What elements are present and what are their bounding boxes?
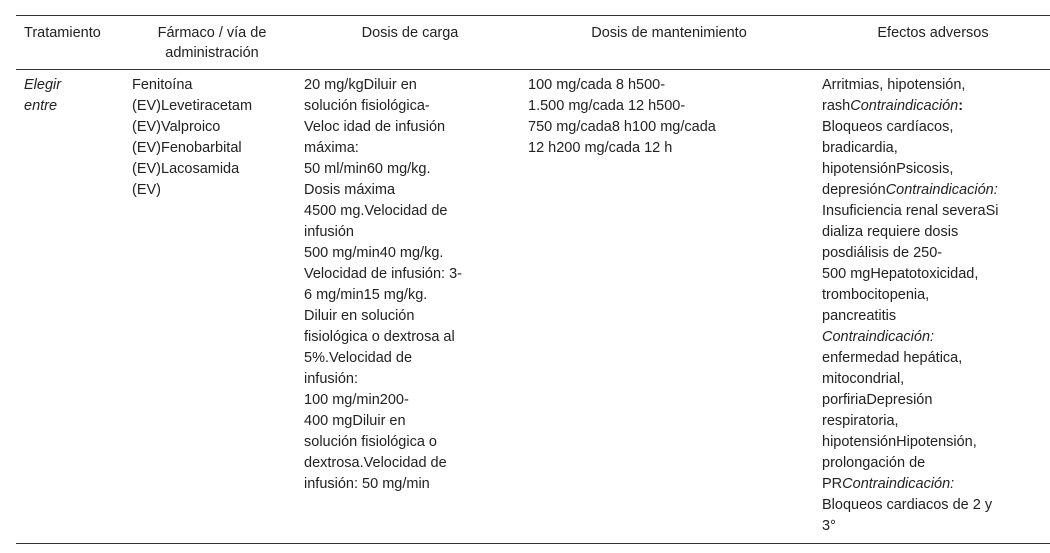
dosis-carga-line: infusión: 50 mg/min — [304, 476, 430, 492]
dosis-carga-line: solución fisiológica- — [304, 98, 430, 114]
table-body — [16, 70, 1050, 544]
contraindicacion-label: Contraindicación — [850, 98, 959, 114]
farmaco-line: (EV) — [132, 182, 161, 198]
efectos-line: prolongación de — [822, 455, 926, 471]
efectos-text: rash — [822, 98, 851, 114]
dosis-carga-line: Veloc idad de infusión — [304, 119, 446, 135]
dosis-carga-line: dextrosa.Velocidad de — [304, 455, 447, 471]
dosis-carga-line: 6 mg/min15 mg/kg. — [304, 287, 428, 303]
efectos-line: Insuficiencia renal severaSi — [822, 203, 999, 219]
dosis-carga-line: infusión — [304, 224, 354, 240]
farmaco-line: Fenitoína — [132, 77, 193, 93]
farmaco-line: (EV)Valproico — [132, 119, 221, 135]
dosis-mantenimiento-line: 750 mg/cada8 h100 mg/cada — [528, 119, 716, 135]
contraindicacion-label: Contraindicación: — [822, 329, 935, 345]
farmaco-line: (EV)Lacosamida — [132, 161, 240, 177]
efectos-line: 500 mgHepatotoxicidad, — [822, 266, 979, 282]
efectos-line — [822, 96, 1044, 117]
efectos-line: hipotensiónHipotensión, — [822, 434, 977, 450]
efectos-line: Bloqueos cardiacos de 2 y — [822, 497, 993, 513]
efectos-line: Arritmias, hipotensión, — [822, 77, 966, 93]
cell-efectos-adversos — [816, 70, 1050, 544]
efectos-line: respiratoria, — [822, 413, 899, 429]
efectos-line: posdiálisis de 250- — [822, 245, 943, 261]
dosis-carga-line: 50 ml/min60 mg/kg. — [304, 161, 431, 177]
dosis-mantenimiento-line: 100 mg/cada 8 h500- — [528, 77, 666, 93]
header-row — [16, 16, 1050, 70]
dosis-carga-line: máxima: — [304, 140, 359, 156]
efectos-line: enfermedad hepática, — [822, 350, 963, 366]
header-efectos-adversos: Efectos adversos — [816, 16, 1050, 70]
dosis-carga-line: Velocidad de infusión: 3- — [304, 266, 462, 282]
contraindicacion-label: Contraindicación: — [885, 182, 998, 198]
table-row — [16, 70, 1050, 544]
dosis-carga-line: solución fisiológica o — [304, 434, 437, 450]
dosis-carga-line: 4500 mg.Velocidad de — [304, 203, 448, 219]
dosis-carga-line: 5%.Velocidad de — [304, 350, 413, 366]
cell-tratamiento — [16, 70, 126, 544]
dosis-carga-line: 400 mgDiluir en — [304, 413, 406, 429]
dosis-carga-line: 500 mg/min40 mg/kg. — [304, 245, 444, 261]
table-header — [16, 16, 1050, 70]
efectos-line: 3° — [822, 518, 836, 534]
efectos-line: hipotensiónPsicosis, — [822, 161, 954, 177]
efectos-line: Bloqueos cardíacos, — [822, 119, 954, 135]
farmaco-line: (EV)Fenobarbital — [132, 140, 242, 156]
dosis-carga-line: 20 mg/kgDiluir en — [304, 77, 417, 93]
header-farmaco: Fármaco / vía de administración — [126, 16, 298, 70]
dosis-carga-line: Dosis máxima — [304, 182, 396, 198]
dosis-carga-line: Diluir en solución — [304, 308, 415, 324]
dosis-carga-line: 100 mg/min200- — [304, 392, 409, 408]
efectos-line — [822, 180, 1044, 201]
contraindicacion-label: Contraindicación: — [842, 476, 955, 492]
header-dosis-carga: Dosis de carga — [298, 16, 522, 70]
efectos-line: porfiriaDepresión — [822, 392, 933, 408]
tratamiento-text: Elegir entre — [24, 77, 62, 114]
colon-mark: : — [958, 98, 964, 114]
dosis-mantenimiento-line: 1.500 mg/cada 12 h500- — [528, 98, 686, 114]
efectos-text: depresión — [822, 182, 886, 198]
dosis-carga-line: fisiológica o dextrosa al — [304, 329, 455, 345]
header-tratamiento: Tratamiento — [16, 16, 126, 70]
dosis-carga-line: infusión: — [304, 371, 359, 387]
efectos-line: mitocondrial, — [822, 371, 905, 387]
dosis-mantenimiento-line: 12 h200 mg/cada 12 h — [528, 140, 673, 156]
cell-farmaco — [126, 70, 298, 544]
farmaco-line: (EV)Levetiracetam — [132, 98, 253, 114]
header-dosis-mantenimiento: Dosis de mantenimiento — [522, 16, 816, 70]
efectos-line: dializa requiere dosis — [822, 224, 959, 240]
efectos-line: trombocitopenia, — [822, 287, 930, 303]
efectos-line: bradicardia, — [822, 140, 898, 156]
efectos-line: pancreatitis — [822, 308, 897, 324]
drug-table — [16, 15, 1050, 544]
cell-dosis-carga — [298, 70, 522, 544]
efectos-text: PR — [822, 476, 843, 492]
efectos-line — [822, 474, 1044, 495]
drug-table-container — [16, 15, 1050, 544]
cell-dosis-mantenimiento — [522, 70, 816, 544]
